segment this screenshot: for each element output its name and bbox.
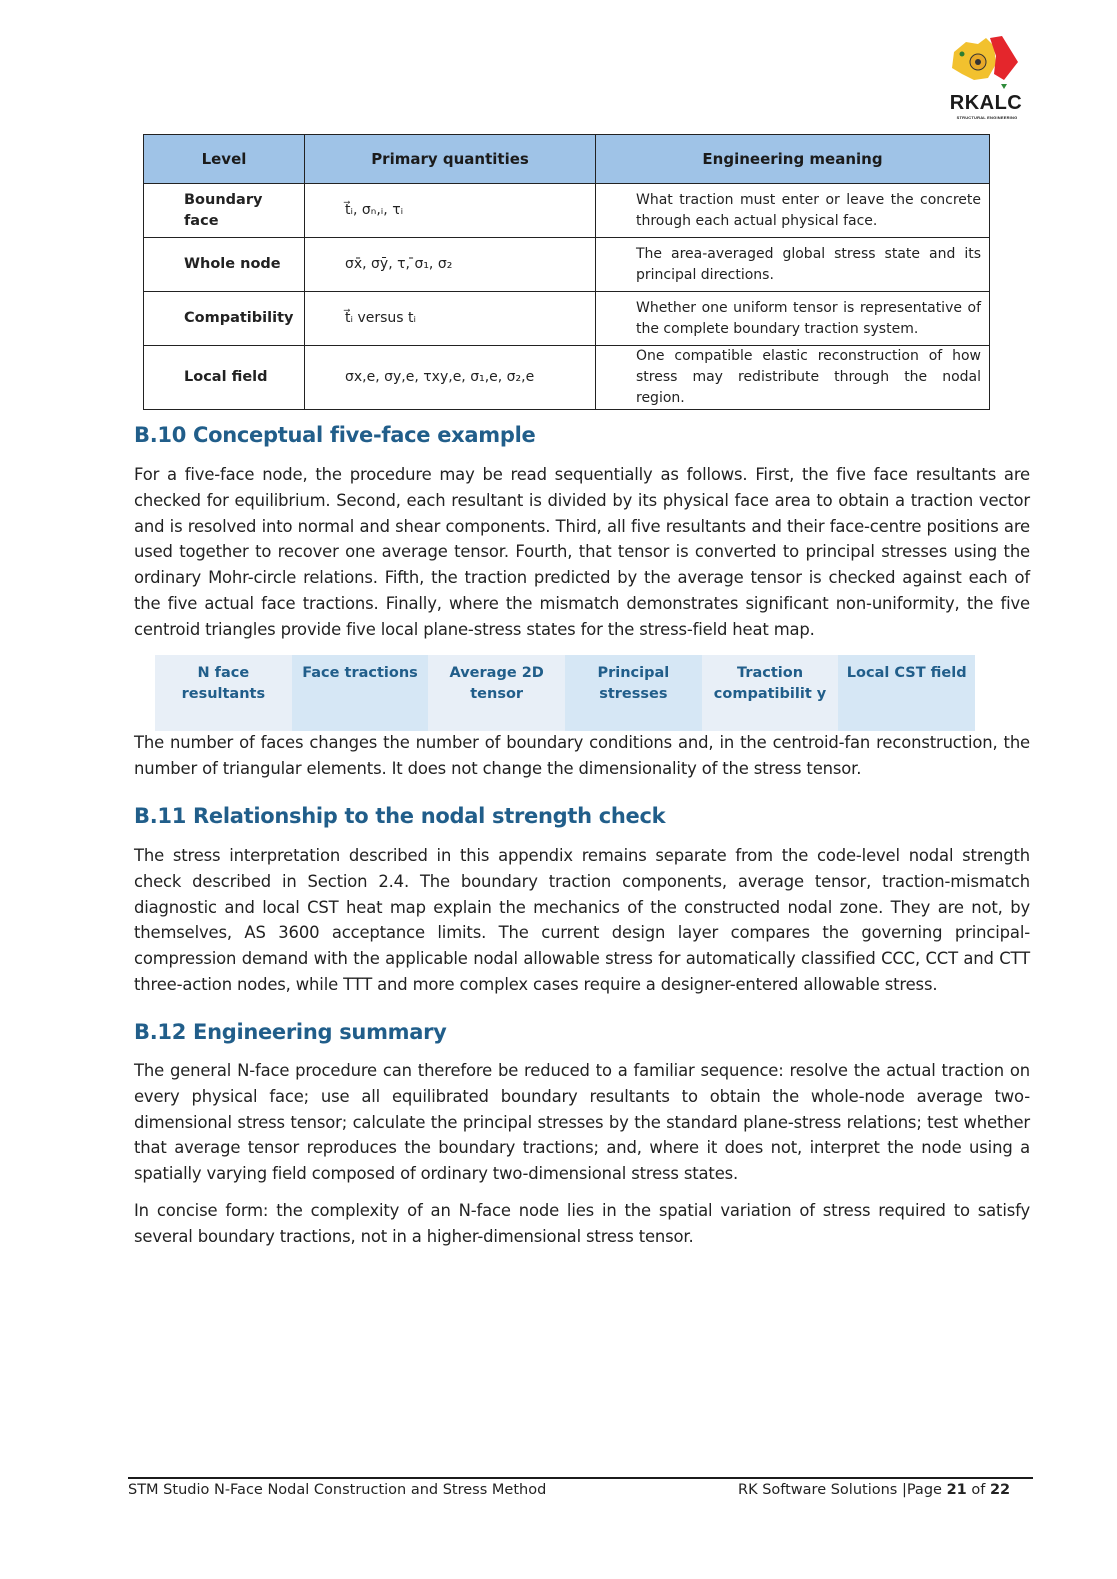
row-level: Local field bbox=[144, 346, 305, 410]
header-primary-quantities: Primary quantities bbox=[305, 135, 596, 184]
row-level: Whole node bbox=[144, 238, 305, 292]
table-row bbox=[144, 184, 990, 238]
row-meaning: The area-averaged global stress state and its principal directions. bbox=[596, 238, 990, 292]
heading-b11: B.11 Relationship to the nodal strength check bbox=[134, 804, 666, 828]
table-row bbox=[144, 238, 990, 292]
footer-page-number: 21 bbox=[946, 1482, 967, 1498]
footer-divider bbox=[128, 1477, 1033, 1479]
footer-page-info bbox=[738, 1482, 1010, 1498]
footer-company: RK Software Solutions |Page bbox=[738, 1482, 947, 1498]
footer-title: STM Studio N-Face Nodal Construction and Stress Method bbox=[128, 1482, 547, 1498]
table-header-row bbox=[144, 135, 990, 184]
flow-step: Average 2D tensor bbox=[428, 655, 565, 731]
flow-step: Principal stresses bbox=[565, 655, 702, 731]
logo-subtitle: STRUCTURAL ENGINEERING bbox=[956, 115, 1018, 120]
procedure-flow bbox=[155, 655, 975, 731]
header-engineering-meaning: Engineering meaning bbox=[596, 135, 990, 184]
row-meaning: Whether one uniform tensor is representative of the complete boundary traction system. bbox=[596, 292, 990, 346]
footer-page-total: 22 bbox=[989, 1482, 1011, 1498]
levels-table bbox=[143, 134, 990, 410]
heading-b12: B.12 Engineering summary bbox=[134, 1020, 447, 1044]
footer-of: of bbox=[966, 1482, 990, 1498]
flow-step: Traction compatibilit y bbox=[702, 655, 839, 731]
rkalc-logo bbox=[944, 34, 1028, 126]
paragraph-b12-summary: The general N-face procedure can therefore be reduced to a familiar sequence: resolve the actual traction on every physical face; use all equilibrated boundary resultants to obtain the whole-node average two-dimensional stress tensor; calculate the principal stresses by the standard plane-stress relations; test whether that average tensor reproduces the boundary tractions; and, where it does not, interpret the node using a spatially varying field composed of ordinary two-dimensional stress states. bbox=[134, 1061, 1030, 1184]
row-quantities: t⃗ᵢ versus tᵢ bbox=[305, 292, 596, 346]
flow-step: Face tractions bbox=[292, 655, 429, 731]
paragraph-b10-faces: The number of faces changes the number of boundary conditions and, in the centroid-fan reconstruction, the number of triangular elements. It does not change the dimensionality of the stress tensor. bbox=[134, 733, 1030, 778]
paragraph-b12-concise: In concise form: the complexity of an N-face node lies in the spatial variation of stress required to satisfy several boundary tractions, not in a higher-dimensional stress tensor. bbox=[134, 1201, 1030, 1246]
row-level: Compatibility bbox=[144, 292, 305, 346]
heading-b10: B.10 Conceptual five-face example bbox=[134, 423, 536, 447]
australia-map-icon bbox=[944, 34, 1028, 94]
paragraph-b10-procedure: For a five-face node, the procedure may be read sequentially as follows. First, the five face resultants are checked for equilibrium. Second, each resultant is divided by its physical face area to obtain a traction vector and is resolved into normal and shear components. Third, all five resultants and their face-centre positions are used together to recover one average tensor. Fourth, that tensor is converted to principal stresses using the ordinary Mohr-circle relations. Fifth, the traction predicted by the average tensor is checked against each of the five actual face tractions. Finally, where the mismatch demonstrates significant non-uniformity, the five centroid triangles provide five local plane-stress states for the stress-field heat map. bbox=[134, 465, 1030, 639]
table-row bbox=[144, 292, 990, 346]
flow-step: Local CST field bbox=[838, 655, 975, 731]
row-meaning: What traction must enter or leave the concrete through each actual physical face. bbox=[596, 184, 990, 238]
row-quantities: σx̄, σȳ, τ, ̄σ₁, σ₂ bbox=[305, 238, 596, 292]
table-row bbox=[144, 346, 990, 410]
logo-wordmark: RKALC bbox=[949, 92, 1023, 114]
row-quantities: t⃗ᵢ, σₙ,ᵢ, τᵢ bbox=[305, 184, 596, 238]
paragraph-b11: The stress interpretation described in this appendix remains separate from the code-level nodal strength check described in Section 2.4. The boundary traction components, average tensor, traction-mismatch diagnostic and local CST heat map explain the mechanics of the constructed nodal zone. They are not, by themselves, AS 3600 acceptance limits. The current design layer compares the governing principal-compression demand with the applicable nodal allowable stress for automatically classified CCC, CCT and CTT three-action nodes, while TTT and more complex cases require a designer-entered allowable stress. bbox=[134, 846, 1030, 994]
row-quantities: σx,e, σy,e, τxy,e, σ₁,e, σ₂,e bbox=[305, 346, 596, 410]
row-level: Boundary face bbox=[144, 184, 305, 238]
flow-step: N face resultants bbox=[155, 655, 292, 731]
header-level: Level bbox=[144, 135, 305, 184]
row-meaning: One compatible elastic reconstruction of how stress may redistribute through the nodal region. bbox=[596, 346, 990, 410]
